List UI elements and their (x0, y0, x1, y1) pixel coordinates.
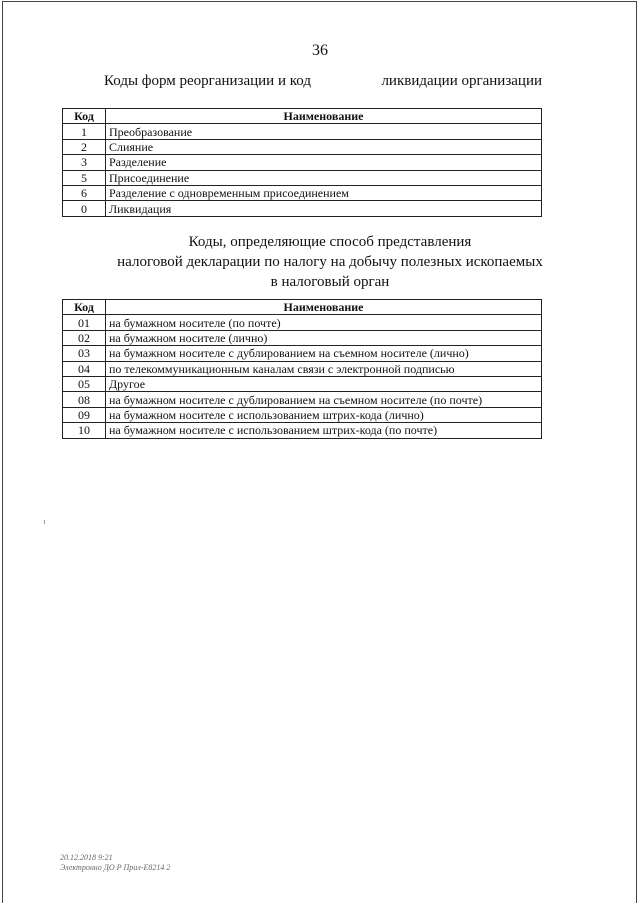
cell-code: 1 (63, 124, 106, 139)
table-row (63, 361, 542, 376)
section2-title-line3: в налоговый орган (270, 274, 390, 290)
cell-code: 08 (63, 392, 106, 407)
table-row (63, 185, 542, 200)
section2-title-line2: налоговой декларации по налогу на добычу полезных ископаемых (117, 254, 543, 270)
cell-name: Ликвидация (106, 201, 542, 216)
cell-name: Разделение (106, 155, 542, 170)
column-header-name: Наименование (106, 109, 542, 124)
footer-timestamp: 20.12.2018 9:21 (60, 853, 113, 862)
cell-code: 03 (63, 346, 106, 361)
section1-title-right: ликвидации организации (381, 73, 542, 89)
cell-code: 6 (63, 185, 106, 200)
section1-title (60, 73, 542, 90)
cell-code: 01 (63, 315, 106, 330)
cell-name: на бумажном носителе (по почте) (106, 315, 542, 330)
table-row (63, 315, 542, 330)
column-header-name: Наименование (106, 300, 542, 315)
cell-name: Слияние (106, 139, 542, 154)
cell-code: 09 (63, 407, 106, 422)
cell-name: на бумажном носителе с дублированием на съемном носителе (по почте) (106, 392, 542, 407)
cell-name: Присоединение (106, 170, 542, 185)
table-row (63, 346, 542, 361)
document-footer (60, 853, 170, 873)
cell-code: 02 (63, 330, 106, 345)
table-row (63, 170, 542, 185)
table-row (63, 392, 542, 407)
table-row (63, 407, 542, 422)
table-row (63, 423, 542, 438)
column-header-code: Код (63, 300, 106, 315)
reorganization-codes-table (62, 108, 542, 217)
table-header-row (63, 300, 542, 315)
table-row (63, 155, 542, 170)
cell-code: 3 (63, 155, 106, 170)
margin-mark (44, 520, 45, 524)
page-number: 36 (312, 42, 328, 59)
table-row (63, 330, 542, 345)
cell-code: 10 (63, 423, 106, 438)
cell-code: 04 (63, 361, 106, 376)
cell-name: Разделение с одновременным присоединением (106, 185, 542, 200)
cell-code: 05 (63, 376, 106, 391)
table-header-row (63, 109, 542, 124)
table-row (63, 376, 542, 391)
table-row (63, 201, 542, 216)
cell-name: на бумажном носителе с использованием штрих-кода (лично) (106, 407, 542, 422)
footer-file-ref: Электронно ДО Р Прил-Е8214 2 (60, 863, 171, 872)
submission-method-codes-table (62, 299, 542, 439)
cell-name: на бумажном носителе с использованием штрих-кода (по почте) (106, 423, 542, 438)
section1-title-left: Коды форм реорганизации и код (104, 73, 311, 89)
table-row (63, 139, 542, 154)
cell-code: 0 (63, 201, 106, 216)
cell-code: 5 (63, 170, 106, 185)
cell-name: Преобразование (106, 124, 542, 139)
section2-title-line1: Коды, определяющие способ представления (188, 234, 472, 250)
cell-name: по телекоммуникационным каналам связи с электронной подписью (106, 361, 542, 376)
table-row (63, 124, 542, 139)
column-header-code: Код (63, 109, 106, 124)
cell-name: на бумажном носителе (лично) (106, 330, 542, 345)
cell-code: 2 (63, 139, 106, 154)
cell-name: на бумажном носителе с дублированием на съемном носителе (лично) (106, 346, 542, 361)
cell-name: Другое (106, 376, 542, 391)
section2-title (60, 232, 600, 292)
